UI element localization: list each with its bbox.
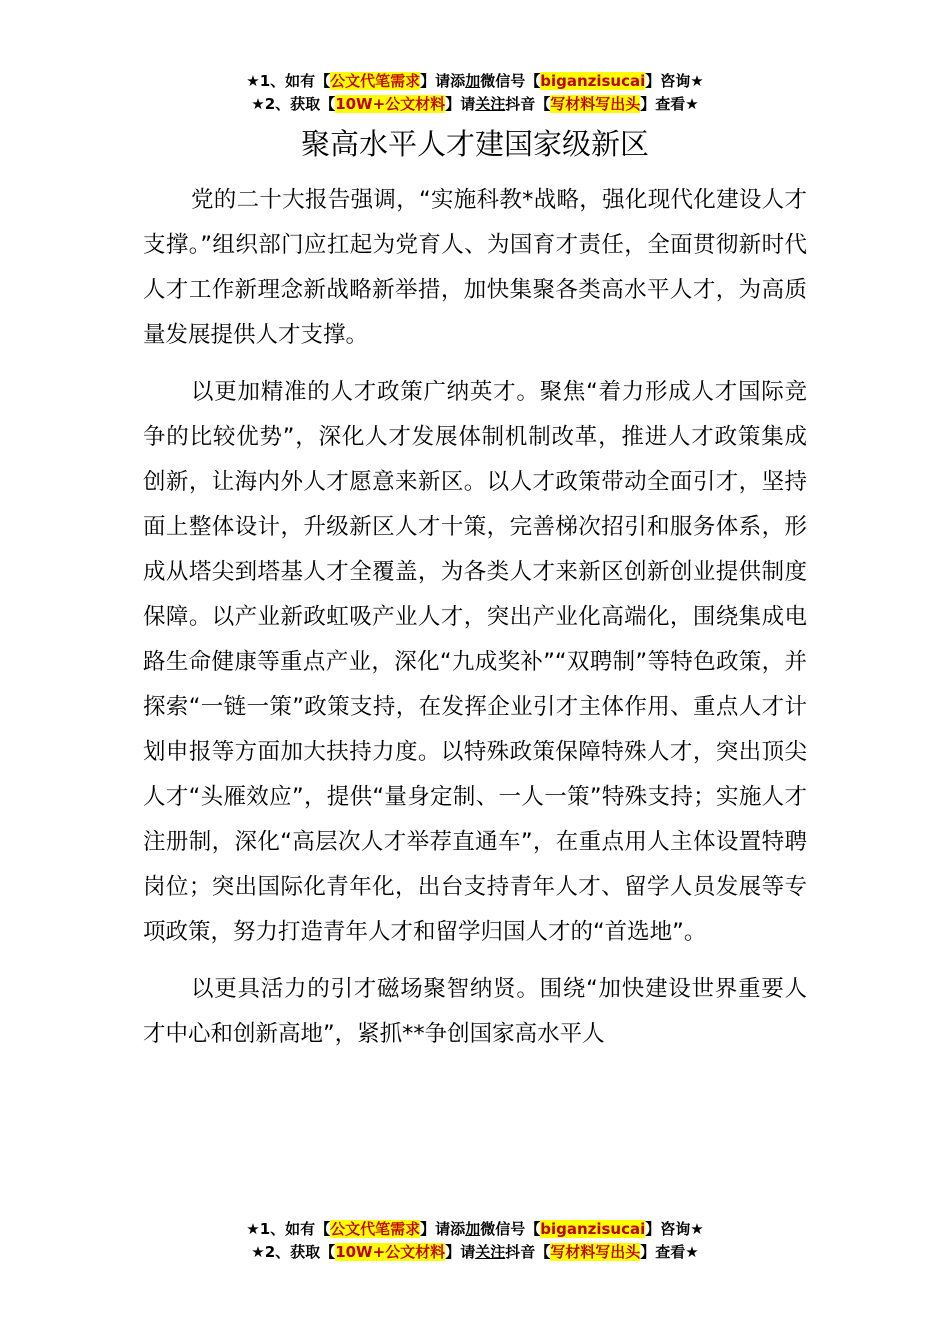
banner-line-2: ★2、获取【10W+公文材料】请关注抖音【写材料写出头】查看★ xyxy=(251,1243,699,1261)
highlight-douyin-id: 写材料写出头 xyxy=(550,1243,641,1261)
highlight-wechat-id: biganzisucai xyxy=(540,72,646,90)
header-banner xyxy=(0,70,950,116)
banner-line-2: ★2、获取【10W+公文材料】请关注抖音【写材料写出头】查看★ xyxy=(251,95,699,113)
paragraph-magnet: 以更具活力的引才磁场聚智纳贤。围绕“加快建设世界重要人才中心和创新高地”，紧抓**争创国家高水平人 xyxy=(143,976,807,1047)
highlight-materials: 10W+公文材料 xyxy=(335,95,446,113)
highlight-service: 公文代笔需求 xyxy=(330,1220,421,1238)
paragraph-policy: 以更加精准的人才政策广纳英才。聚焦“着力形成人才国际竞争的比较优势”，深化人才发展体制机制改革，推进人才政策集成创新，让海内外人才愿意来新区。以人才政策带动全面引才，坚持面上整体设计，升级新区人才十策，完善梯次招引和服务体系，形成从塔尖到塔基人才全覆盖，为各类人才来新区创新创业提供制度保障。以产业新政虹吸产业人才，突出产业化高端化，围绕集成电路生命健康等重点产业，深化“九成奖补”“双聘制”等特色政策，并探索“一链一策”政策支持，在发挥企业引才主体作用、重点人才计划申报等方面加大扶持力度。以特殊政策保障特殊人才，突出顶尖人才“头雁效应”，提供“量身定制、一人一策”特殊支持；实施人才注册制，深化“高层次人才举荐直通车”，在重点用人主体设置特聘岗位；突出国际化青年化，出台支持青年人才、留学人员发展等专项政策，努力打造青年人才和留学归国人才的“首选地”。 xyxy=(143,379,807,945)
paragraph-intro: 党的二十大报告强调，“实施科教*战略，强化现代化建设人才支撑。”组织部门应扛起为党育人、为国育才责任，全面贯彻新时代人才工作新理念新战略新举措，加快集聚各类高水平人才，为高质量发展提供人才支撑。 xyxy=(143,187,807,348)
footer-banner xyxy=(0,1218,950,1264)
banner-line-1: ★1、如有【公文代笔需求】请添加微信号【biganzisucai】咨询★ xyxy=(246,1220,704,1238)
document-body xyxy=(143,178,807,1069)
highlight-douyin-id: 写材料写出头 xyxy=(550,95,641,113)
highlight-wechat-id: biganzisucai xyxy=(540,1220,646,1238)
highlight-service: 公文代笔需求 xyxy=(330,72,421,90)
document-title: 聚高水平人才建国家级新区 xyxy=(300,127,649,161)
highlight-materials: 10W+公文材料 xyxy=(335,1243,446,1261)
banner-line-1: ★1、如有【公文代笔需求】请添加微信号【biganzisucai】咨询★ xyxy=(246,72,704,90)
